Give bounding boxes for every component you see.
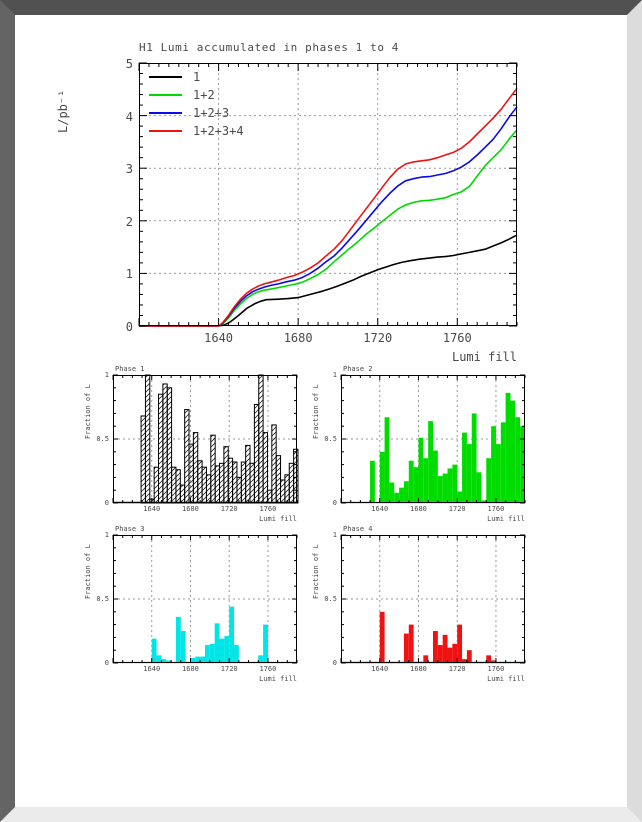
phase3-x-tick-label: 1760 (259, 665, 277, 673)
main-x-tick-label: 1720 (363, 331, 393, 345)
legend-label: 1+2+3 (193, 106, 230, 120)
phase2-y-tick-label: 1 (332, 371, 337, 379)
main-x-tick-label: 1760 (442, 331, 472, 345)
phase4-x-tick-label: 1640 (371, 665, 389, 673)
phase1-x-tick-label: 1640 (143, 505, 161, 513)
main-y-tick-label: 2 (125, 214, 133, 229)
phase3-x-tick-label: 1720 (220, 665, 238, 673)
phase3-y-tick-label: 0 (104, 659, 109, 667)
phase1-x-tick-label: 1720 (220, 505, 238, 513)
phase1-x-tick-label: 1680 (182, 505, 199, 513)
phase3-title: Phase 3 (115, 525, 145, 533)
phase1-y-tick-label: 0.5 (96, 435, 109, 443)
legend-label: 1+2 (193, 88, 215, 102)
phase3-x-axis-label: Lumi fill (259, 675, 297, 683)
phase4-histogram-canvas (341, 535, 525, 663)
phase1-x-tick-label: 1760 (259, 505, 277, 513)
main-x-axis-label: Lumi fill (451, 350, 517, 364)
phase2-title: Phase 2 (343, 365, 373, 373)
main-y-axis-label: L/pb⁻¹ (56, 89, 70, 133)
main-y-tick-label: 5 (125, 57, 133, 71)
phase1-y-tick-label: 1 (104, 371, 109, 379)
phase4-y-tick-label: 0 (332, 659, 337, 667)
main-y-tick-label: 4 (125, 109, 133, 124)
phase2-y-tick-label: 0.5 (324, 435, 337, 443)
phase3-x-tick-label: 1680 (182, 665, 199, 673)
phase2-x-tick-label: 1720 (448, 505, 466, 513)
main-x-tick-label: 1640 (204, 331, 234, 345)
phase2-x-tick-label: 1680 (410, 505, 427, 513)
phase1-y-axis-label: Fraction of L (84, 384, 92, 439)
legend-label: 1+2+3+4 (193, 124, 244, 138)
phase3-y-tick-label: 0.5 (96, 595, 109, 603)
plot-page (15, 15, 627, 807)
phase2-x-tick-label: 1640 (371, 505, 389, 513)
phase1-histogram-canvas (113, 375, 297, 503)
phase2-y-tick-label: 0 (332, 499, 337, 507)
legend-label: 1 (193, 70, 201, 84)
phase3-y-axis-label: Fraction of L (84, 544, 92, 599)
phase4-y-tick-label: 0.5 (324, 595, 337, 603)
phase4-x-tick-label: 1760 (487, 665, 505, 673)
phase2-x-tick-label: 1760 (487, 505, 505, 513)
main-chart-canvas (139, 63, 517, 326)
phase3-histogram-canvas (113, 535, 297, 663)
phase4-x-tick-label: 1680 (410, 665, 427, 673)
phase4-y-axis-label: Fraction of L (312, 544, 320, 599)
phase4-x-axis-label: Lumi fill (487, 675, 525, 683)
main-y-tick-label: 3 (125, 162, 133, 177)
main-y-tick-label: 0 (125, 320, 133, 334)
phase2-x-axis-label: Lumi fill (487, 515, 525, 523)
main-x-tick-label: 1680 (283, 331, 313, 345)
phase1-y-tick-label: 0 (104, 499, 109, 507)
phase3-y-tick-label: 1 (104, 531, 109, 539)
phase4-y-tick-label: 1 (332, 531, 337, 539)
phase4-x-tick-label: 1720 (448, 665, 466, 673)
phase4-title: Phase 4 (343, 525, 373, 533)
main-chart-title: H1 Lumi accumulated in phases 1 to 4 (139, 41, 400, 54)
main-y-tick-label: 1 (125, 267, 133, 282)
phase2-histogram-canvas (341, 375, 525, 503)
phase2-y-axis-label: Fraction of L (312, 384, 320, 439)
phase1-x-axis-label: Lumi fill (259, 515, 297, 523)
phase1-title: Phase 1 (115, 365, 145, 373)
phase3-x-tick-label: 1640 (143, 665, 161, 673)
